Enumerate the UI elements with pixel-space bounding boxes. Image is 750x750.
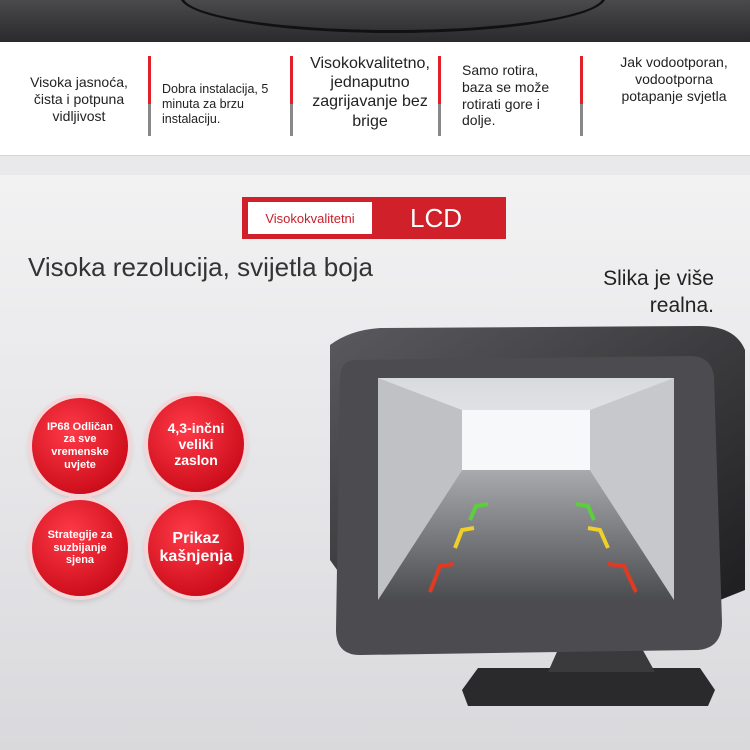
badge-shadow-suppression: Strategije za suzbijanje sjena [32,500,128,596]
tagline-line-2: realna. [649,294,714,318]
feature-clarity: Visoka jasnoća, čista i potpuna vidljivost [30,74,128,124]
banner-label-quality: Visokokvalitetni [248,202,372,234]
feature-heating: Visokokvalitetno, jednaputno zagrijavanje bez brige [310,55,430,130]
badge-delay-display: Prikaz kašnjenja [148,500,244,596]
garage-back-wall [462,410,590,470]
badge-screen-size: 4,3-inčni veliki zaslon [148,396,244,492]
feature-installation: Dobra instalacija, 5 minuta za brzu instalaciju. [162,82,269,126]
feature-waterproof: Jak vodootporan, vodootporna potapanje svjetla [620,54,728,104]
banner-label-lcd: LCD [409,202,462,233]
tagline-line-1: Slika je više [603,267,714,290]
badge-ip68: IP68 Odličan za sve vremenske uvjete [32,398,128,494]
feature-rotation: Samo rotira, baza se može rotirati gore i dolje. [462,62,550,129]
monitor-stand [462,668,715,706]
headline: Visoka rezolucija, svijetla boja [28,252,373,282]
